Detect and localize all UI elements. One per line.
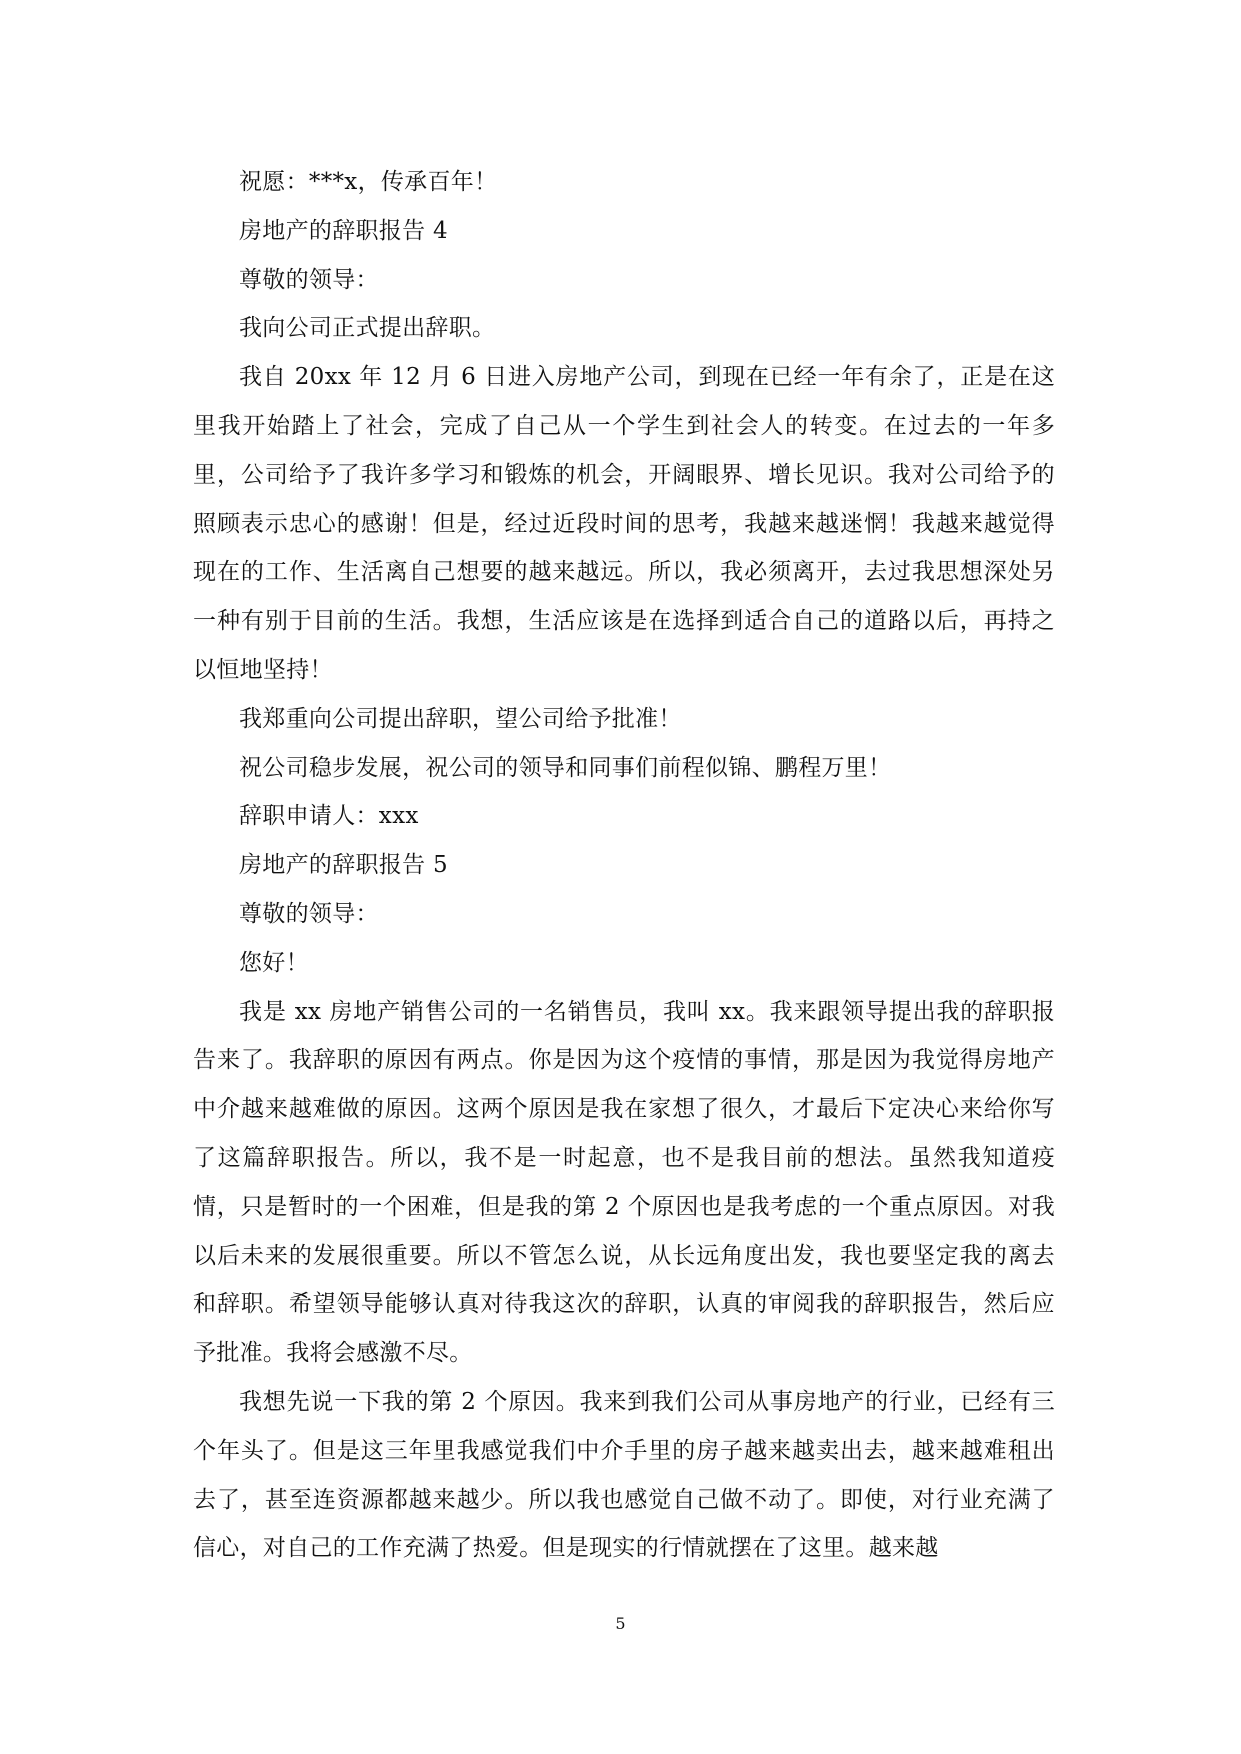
signature-line: 辞职申请人：xxx	[239, 803, 419, 830]
section-heading-report-4: 房地产的辞职报告 4	[239, 217, 448, 244]
body-paragraph: 我自 20xx 年 12 月 6 日进入房地产公司，到现在已经一年有余了，正是在这里我开始踏上了社会，完成了自己从一个学生到社会人的转变。在过去的一年多里，公司给予了我许多学习和锻炼的机会，开阔眼界、增长见识。我对公司给予的照顾表示忠心的感谢！但是，经过近段时间的思考，我越来越迷惘！我越来越觉得现在的工作、生活离自己想要的越来越远。所以，我必须离开，去过我思想深处另一种有别于目前的生活。我想，生活应该是在选择到适合自己的道路以后，再持之以恒地坚持！	[193, 364, 1055, 683]
salutation: 尊敬的领导：	[239, 266, 379, 293]
salutation: 尊敬的领导：	[239, 900, 379, 927]
body-paragraph: 我郑重向公司提出辞职，望公司给予批准！	[239, 705, 682, 732]
body-paragraph: 我是 xx 房地产销售公司的一名销售员，我叫 xx。我来跟领导提出我的辞职报告来了。我辞职的原因有两点。你是因为这个疫情的事情，那是因为我觉得房地产中介越来越难做的原因。这两个原因是我在家想了很久，才最后下定决心来给你写了这篇辞职报告。所以，我不是一时起意，也不是我目前的想法。虽然我知道疫情，只是暂时的一个困难，但是我的第 2 个原因也是我考虑的一个重点原因。对我以后未来的发展很重要。所以不管怎么说，从长远角度出发，我也要坚定我的离去和辞职。希望领导能够认真对待我这次的辞职，认真的审阅我的辞职报告，然后应予批准。我将会感激不尽。	[193, 998, 1055, 1367]
body-paragraph: 我向公司正式提出辞职。	[239, 315, 496, 342]
greeting: 您好！	[239, 949, 309, 976]
closing-wish-paragraph: 祝愿：***x，传承百年！	[239, 169, 498, 195]
section-heading-report-5: 房地产的辞职报告 5	[239, 852, 448, 879]
page-number: 5	[615, 1614, 626, 1633]
body-paragraph: 我想先说一下我的第 2 个原因。我来到我们公司从事房地产的行业，已经有三个年头了。但是这三年里我感觉我们中介手里的房子越来越卖出去，越来越难租出去了，甚至连资源都越来越少。所以我也感觉自己做不动了。即使，对行业充满了信心，对自己的工作充满了热爱。但是现实的行情就摆在了这里。越来越	[193, 1388, 1055, 1562]
closing-wish-paragraph: 祝公司稳步发展，祝公司的领导和同事们前程似锦、鹏程万里！	[239, 754, 892, 781]
document-body	[193, 158, 1055, 1573]
